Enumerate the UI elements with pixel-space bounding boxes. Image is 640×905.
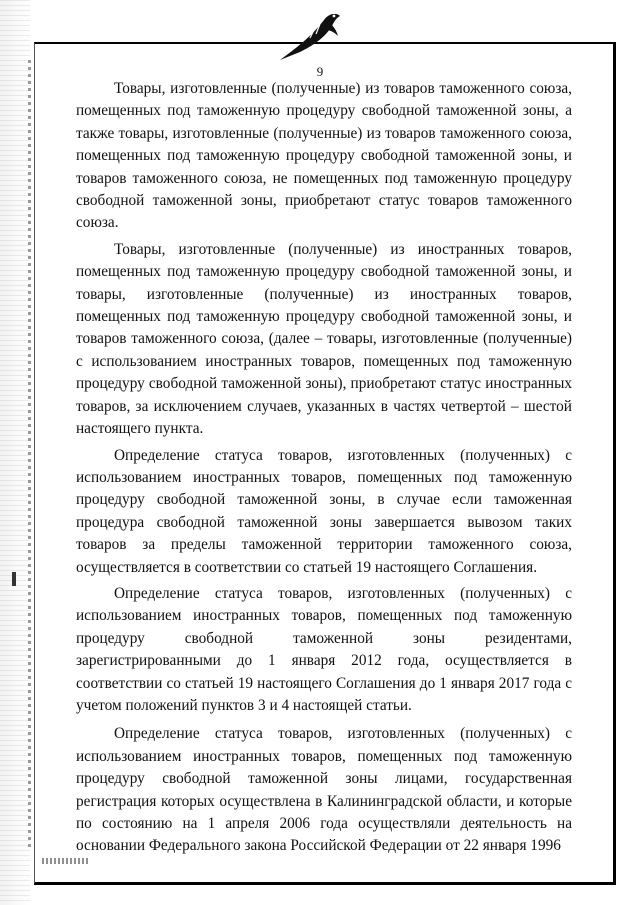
bird-emblem-icon	[276, 8, 346, 64]
document-body	[76, 78, 572, 862]
paragraph-2: Товары, изготовленные (полученные) из иностранных товаров, помещенных под таможенную процедуру свободной таможенной зоны, и товары, изготовленные (полученные) из иностранных товаров, помещенных под таможенную процедуру свободной таможенной зоны, и товаров таможенного союза, (далее – товары, изготовленные (полученные) с использованием иностранных товаров, помещенных под таможенную процедуру свободной таможенной зоны), приобретают статус иностранных товаров, за исключением случаев, указанных в частях четвертой – шестой настоящего пункта.	[76, 240, 572, 438]
page-number: 9	[316, 64, 324, 79]
scan-left-edge	[28, 60, 31, 850]
paragraph-3: Определение статуса товаров, изготовленных (полученных) с использованием иностранных товаров, помещенных под таможенную процедуру свободной таможенной зоны, в случае если таможенная процедура свободной таможенной зоны завершается вывозом таких товаров за пределы таможенной территории таможенного союза, осуществляется в соответствии со статьей 19 настоящего Соглашения.	[76, 446, 572, 576]
paragraph-4: Определение статуса товаров, изготовленных (полученных) с использованием иностранных товаров, помещенных под таможенную процедуру свободной таможенной зоны резидентами, зарегистрированными до 1 января 2012 года, осуществляется в соответствии со статьей 19 настоящего Соглашения до 1 января 2017 года с учетом положений пунктов 3 и 4 настоящей статьи.	[76, 584, 572, 714]
paragraph-5: Определение статуса товаров, изготовленных (полученных) с использованием иностранных товаров, помещенных под таможенную процедуру свободной таможенной зоны лицами, государственная регистрация которых осуществлена в Калининградской области, и которые по состоянию на 1 апреля 2006 года осуществляли деятельность на основании Федерального закона Российской Федерации от 22 января 1996	[76, 725, 572, 855]
paragraph-1: Товары, изготовленные (полученные) из товаров таможенного союза, помещенных под таможенную процедуру свободной таможенной зоны, а также товары, изготовленные (полученные) из товаров таможенного союза, помещенных под таможенную процедуру свободной таможенной зоны, и товаров таможенного союза, не помещенных под таможенную процедуру свободной таможенной зоны, приобретают статус товаров таможенного союза.	[76, 80, 572, 232]
scan-corner-artifact	[42, 858, 88, 864]
scan-artifact-mark	[12, 572, 16, 586]
scan-left-margin-noise	[0, 0, 30, 905]
